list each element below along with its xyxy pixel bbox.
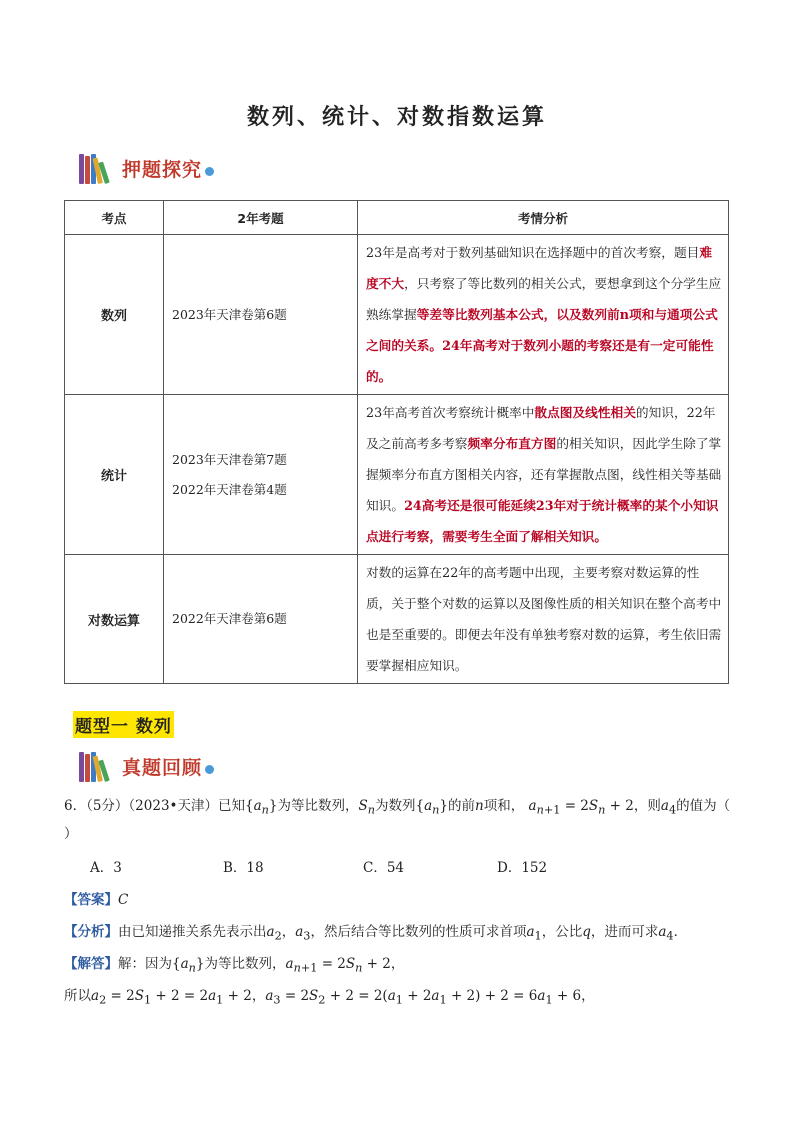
section-title: 押题探究 [122, 158, 203, 181]
analysis-cell [358, 235, 729, 395]
exam-item: 2022年天津卷第6题 [172, 611, 287, 626]
table-row [65, 395, 729, 555]
section-heading-yati [76, 150, 214, 186]
page-title: 数列、统计、对数指数运算 [246, 105, 547, 130]
header-topic: 考点 [65, 201, 164, 235]
analysis-highlight: 24高考还是很可能延续23年对于统计概率的某个小知识点进行考察，需要考生全面了解相关知识。 [366, 498, 719, 544]
books-icon [76, 750, 120, 782]
exams-cell [164, 555, 358, 684]
table-header-row [65, 201, 729, 235]
analysis-highlight: 散点图及线性相关 [534, 405, 636, 420]
bullet-dot-icon [205, 167, 214, 176]
exam-item: 2023年天津卷第7题 [172, 451, 287, 467]
table-row [65, 555, 729, 684]
question-type-label: 题型一 数列 [73, 711, 174, 738]
table-row [65, 235, 729, 395]
analysis-line: 【分析】由已知递推关系先表示出$a_2$，$a_3$，然后结合等比数列的性质可求首项$a_1$，公比q，进而可求$a_4$． [64, 924, 688, 943]
solution-line-2: 所以$a_2 = 2S_1 + 2 = 2a_1 + 2$，$a_3 = 2S_2 + 2 = 2(a_1 + 2a_1 + 2) + 2 = 6a_1 + 6$， [64, 988, 595, 1007]
analysis-text: 的知识，22年及之前高考多考察 [366, 405, 716, 451]
answer-tag: 【答案】 [64, 892, 118, 908]
analysis-highlight: 等差等比数列基本公式，以及数列前n项和与通项公式之间的关系。24年高考对于数列小题的考察还是有一定可能性的。 [366, 307, 718, 384]
option-a: A．3 [90, 860, 122, 876]
bullet-dot-icon [205, 765, 214, 774]
analysis-tag: 【分析】 [64, 924, 118, 940]
exams-cell [164, 395, 358, 555]
analysis-text: 23年是高考对于数列基础知识在选择题中的首次考察，题目 [366, 245, 700, 260]
analysis-text: 的相关知识，因此学生除了掌握频率分布直方图相关内容，还有掌握散点图，线性相关等基础知识。 [366, 436, 722, 513]
exam-item: 2022年天津卷第4题 [172, 481, 287, 497]
analysis-highlight: 频率分布直方图 [467, 436, 557, 451]
section-title: 真题回顾 [122, 756, 203, 779]
question-stem: 6．（5分）（2023•天津）已知$\{a_n\}$为等比数列，$S_n$为数列$\{a_n\}$的前n项和， $a_{n+1} = 2S_n + 2$，则$a_4$的值为（ [64, 798, 731, 817]
topic-cell: 对数运算 [65, 555, 164, 684]
exam-analysis-table [64, 200, 729, 684]
analysis-text: 对数的运算在22年的高考题中出现，主要考察对数运算的性质，关于整个对数的运算以及图像性质的相关知识在整个高考中也是至重要的。即便去年没有单独考察对数的运算，考生依旧需要掌握相应知识。 [366, 565, 722, 673]
option-b: B．18 [223, 860, 264, 876]
analysis-cell [358, 555, 729, 684]
option-c: C．54 [363, 860, 405, 876]
analysis-cell [358, 395, 729, 555]
exam-item: 2023年天津卷第6题 [172, 306, 287, 322]
books-icon [76, 152, 120, 184]
question-close: ） [64, 826, 78, 842]
analysis-text: 23年高考首次考察统计概率中 [366, 405, 535, 420]
option-d: D．152 [497, 860, 548, 876]
header-exams: 2年考题 [164, 201, 358, 235]
section-heading-zhenti [76, 748, 214, 784]
header-analysis: 考情分析 [358, 201, 729, 235]
analysis-text: ，只考察了等比数列的相关公式，要想拿到这个分学生应熟练掌握 [366, 276, 722, 322]
solution-tag: 【解答】 [64, 956, 118, 972]
answer-value: C [118, 892, 129, 908]
solution-line: 【解答】解：因为$\{a_n\}$为等比数列，$a_{n+1} = 2S_n + 2$， [64, 956, 405, 975]
analysis-highlight: 难度不大 [366, 245, 713, 291]
topic-cell: 统计 [65, 395, 164, 555]
exams-cell [164, 235, 358, 395]
topic-cell: 数列 [65, 235, 164, 395]
answer-line [64, 888, 128, 908]
